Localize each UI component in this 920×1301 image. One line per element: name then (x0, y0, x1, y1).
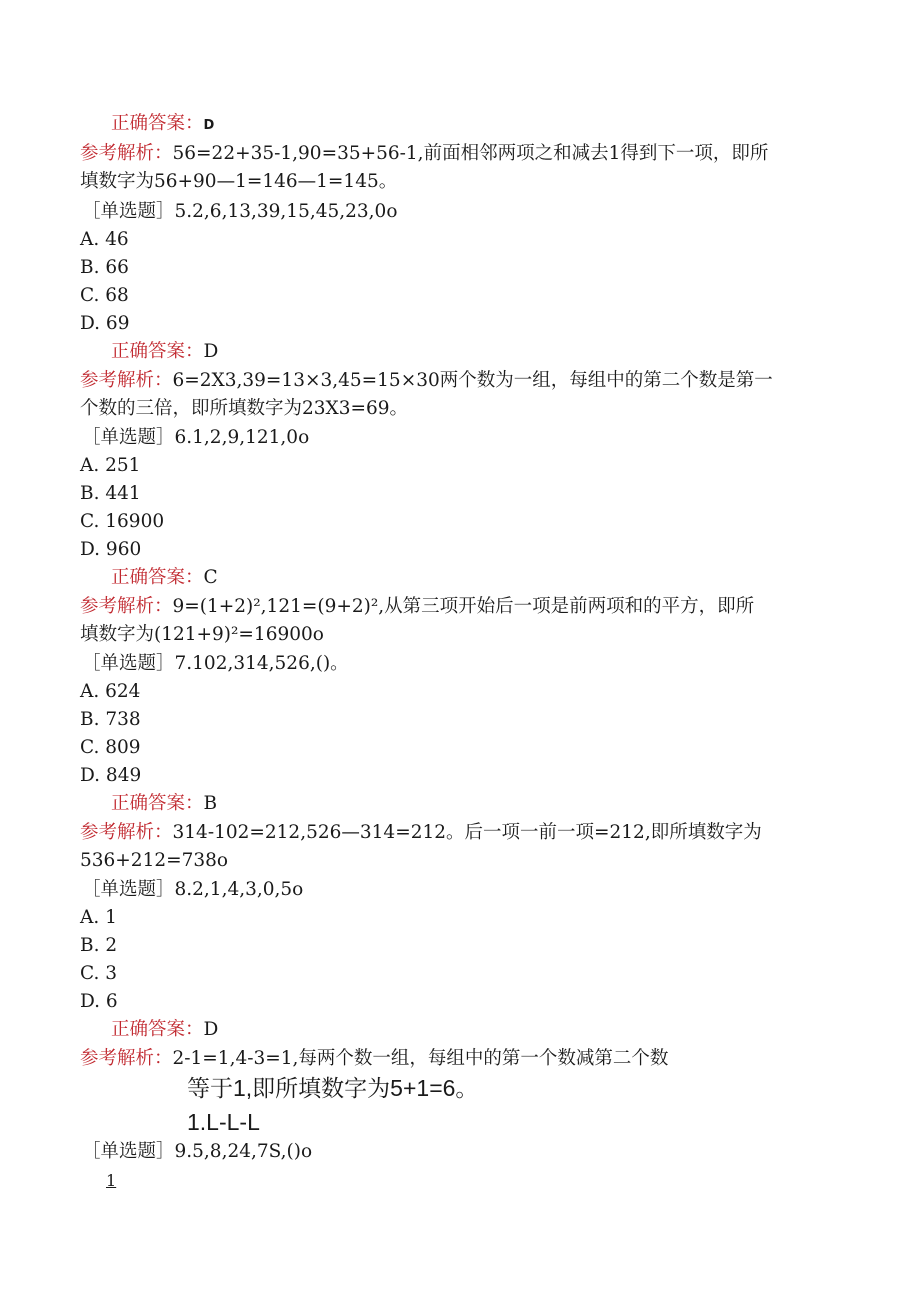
question-stem-q9: ［单选题］9.5,8,24,7S,()o (82, 1141, 313, 1162)
analysis-label: 参考解析： (80, 370, 173, 391)
option-c-q7: C. 809 (80, 737, 141, 758)
option-a-q6: A. 251 (80, 455, 141, 476)
answer-line-q8 (111, 1016, 218, 1044)
analysis-line-q8 (80, 1045, 668, 1073)
analysis-line-q8-extra: 1.L-L-L (187, 1109, 260, 1135)
answer-label: 正确答案： (111, 113, 204, 134)
analysis-label: 参考解析： (80, 822, 173, 843)
answer-label: 正确答案： (111, 567, 204, 588)
analysis-line-q5-cont: 个数的三倍，即所填数字为23X3=69。 (80, 398, 409, 419)
option-c-q6: C. 16900 (80, 511, 165, 532)
option-partial-q9: 1 (106, 1171, 117, 1190)
answer-label: 正确答案： (111, 1019, 204, 1040)
answer-value: C (203, 567, 218, 588)
option-d-q7: D. 849 (80, 765, 142, 786)
option-a-q7: A. 624 (80, 681, 141, 702)
analysis-line-q7 (80, 819, 762, 847)
answer-value: D (203, 118, 215, 133)
answer-label: 正确答案： (111, 793, 204, 814)
question-stem-q8: ［单选题］8.2,1,4,3,0,5o (82, 879, 304, 900)
question-stem-q6: ［单选题］6.1,2,9,121,0o (82, 427, 310, 448)
answer-line-q5 (111, 338, 218, 366)
option-d-q6: D. 960 (80, 539, 142, 560)
analysis-line-q6-cont: 填数字为(121+9)²=16900o (80, 624, 324, 645)
question-stem-q7: ［单选题］7.102,314,526,()。 (82, 653, 349, 674)
analysis-label: 参考解析： (80, 1048, 173, 1069)
answer-line-q7 (111, 790, 217, 818)
analysis-text: 56=22+35-1,90=35+56-1,前面相邻两项之和减去1得到下一项，即所 (172, 143, 769, 164)
option-b-q7: B. 738 (80, 709, 141, 730)
analysis-line-q5 (80, 367, 773, 395)
answer-line-q4 (111, 110, 214, 138)
option-c-q5: C. 68 (80, 285, 129, 306)
analysis-line-q6 (80, 593, 754, 621)
question-stem-q5: ［单选题］5.2,6,13,39,15,45,23,0o (82, 201, 398, 222)
analysis-line-q7-cont: 536+212=738o (80, 850, 229, 871)
answer-value: B (203, 793, 218, 814)
analysis-line-q8-cont: 等于1,即所填数字为5+1=6。 (187, 1075, 479, 1101)
analysis-label: 参考解析： (80, 143, 173, 164)
analysis-line-q4-cont: 填数字为56+90—1=146—1=145。 (80, 171, 398, 192)
option-d-q8: D. 6 (80, 991, 118, 1012)
analysis-text: 314-102=212,526—314=212。后一项一前一项=212,即所填数字为 (172, 822, 762, 843)
option-c-q8: C. 3 (80, 963, 118, 984)
answer-label: 正确答案： (111, 341, 204, 362)
analysis-text: 6=2X3,39=13×3,45=15×30两个数为一组，每组中的第二个数是第一 (172, 370, 773, 391)
option-b-q5: B. 66 (80, 257, 129, 278)
answer-value: D (203, 341, 219, 362)
option-a-q5: A. 46 (80, 229, 129, 250)
answer-value: D (203, 1019, 219, 1040)
option-b-q8: B. 2 (80, 935, 118, 956)
option-a-q8: A. 1 (80, 907, 117, 928)
analysis-text: 2-1=1,4-3=1,每两个数一组，每组中的第一个数减第二个数 (172, 1048, 669, 1069)
analysis-text: 9=(1+2)²,121=(9+2)²,从第三项开始后一项是前两项和的平方，即所 (172, 596, 755, 617)
analysis-line-q4 (80, 140, 768, 168)
option-d-q5: D. 69 (80, 313, 130, 334)
answer-line-q6 (111, 564, 218, 592)
analysis-label: 参考解析： (80, 596, 173, 617)
option-b-q6: B. 441 (80, 483, 141, 504)
